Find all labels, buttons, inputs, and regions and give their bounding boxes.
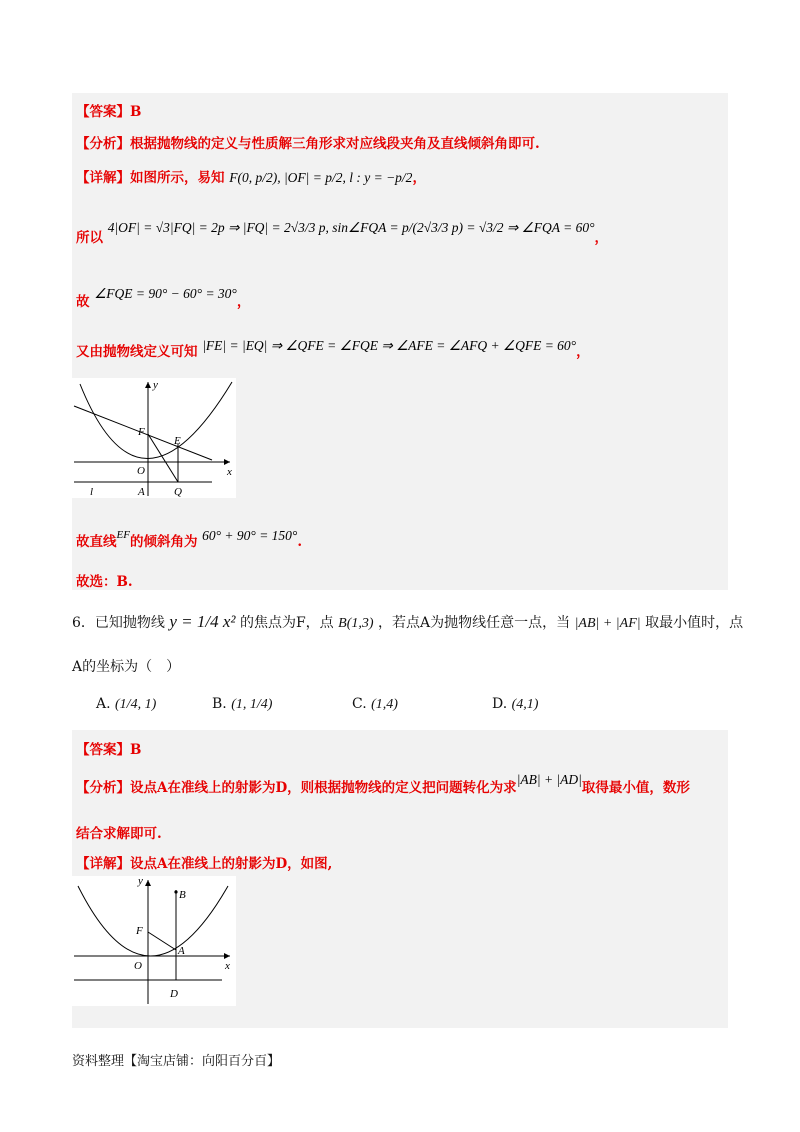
q5-detail-label: 【详解】如图所示，易知 (76, 170, 225, 186)
q6-stem-func: y = 1/4 x² (169, 612, 236, 631)
q6-x-arrow-icon (224, 953, 230, 959)
q6-label-b: B (179, 889, 186, 901)
q6-label-d: D (170, 988, 178, 1000)
q5-figure-svg (72, 378, 236, 498)
q6-option-c (352, 696, 398, 713)
q6-analysis-part1: 【分析】设点A在准线上的射影为D，则根据抛物线的定义把问题转化为求 (76, 780, 517, 796)
q5-therefore-math: ∠FQE = 90° − 60° = 30° (94, 286, 237, 301)
q6-stem-part3: ，若点A为抛物线任意一点，当 (377, 615, 571, 631)
q5-line-label-ef: EF (116, 529, 130, 541)
q6-figure-svg (72, 876, 236, 1006)
q6-analysis-line2: 结合求解即可. (76, 826, 162, 842)
q6-stem-point: B(1,3) (338, 616, 374, 631)
q6-label-f: F (136, 925, 143, 937)
q6-option-b-value: (1, 1/4) (231, 697, 273, 712)
q5-line-label-post: 的倾斜角为 (129, 534, 198, 550)
q5-analysis: 【分析】根据抛物线的定义与性质解三角形求对应线段夹角及直线倾斜角即可. (76, 136, 540, 152)
q5-therefore: 故 ∠FQE = 90° − 60° = 30°， (76, 286, 251, 310)
q6-option-d (492, 696, 538, 713)
q5-figure (72, 378, 236, 498)
q5-also-label: 又由抛物线定义可知 (76, 344, 198, 360)
q6-stem-part2: 的焦点为F，点 (239, 615, 334, 631)
q6-answer: 【答案】B (76, 742, 142, 758)
q5-line-label-pre: 故直线 (76, 534, 117, 550)
q6-detail: 【详解】设点A在准线上的射影为D，如图, (76, 856, 333, 872)
q5-label-l: l (90, 486, 94, 498)
q6-label-a: A (178, 945, 185, 957)
q6-option-d-letter: D. (492, 696, 508, 712)
q6-parabola (78, 886, 228, 956)
q5-also-math: |FE| = |EQ| ⇒ ∠QFE = ∠FQE ⇒ ∠AFE = ∠AFQ + ∠QFE = 60° (202, 338, 577, 353)
q6-option-a-value: (1/4, 1) (115, 697, 157, 712)
q5-label-e: E (174, 435, 181, 447)
q6-option-a-letter: A. (96, 696, 111, 712)
q6-option-a (96, 696, 156, 713)
q6-option-b (212, 696, 272, 713)
q6-stem-line1 (72, 612, 743, 632)
q5-select: 故选：B. (76, 574, 133, 590)
q5-line-math: 60° + 90° = 150° (202, 528, 298, 543)
q5-detail-math: F(0, p/2), |OF| = p/2, l : y = −p/2 (229, 170, 413, 185)
q5-so-math: 4|OF| = √3|FQ| = 2p ⇒ |FQ| = 2√3/3 p, sin∠FQA = p/(2√3/3 p) = √3/2 ⇒ ∠FQA = 60° (107, 220, 595, 235)
q6-y-arrow-icon (145, 880, 151, 886)
q6-point-b (174, 890, 177, 893)
q5-label-f: F (138, 426, 145, 438)
q6-segment-fa (148, 932, 176, 950)
q6-stem-part4: 取最小值时，点 (645, 615, 744, 631)
q5-label-y: y (153, 379, 158, 391)
q5-y-arrow-icon (145, 382, 151, 388)
q6-analysis-part2: 取得最小值，数形 (581, 780, 690, 796)
q5-answer: 【答案】B (76, 104, 142, 120)
q6-analysis (76, 772, 690, 796)
q6-option-c-letter: C. (352, 696, 367, 712)
q6-option-d-value: (4,1) (511, 697, 539, 712)
q6-analysis-math: |AB| + |AD| (516, 772, 582, 787)
q5-so-label: 所以 (76, 230, 103, 246)
q6-option-b-letter: B. (212, 696, 227, 712)
q6-stem-line2: A的坐标为（ ） (72, 659, 181, 675)
q6-figure (72, 876, 236, 1006)
q5-label-a: A (138, 486, 145, 498)
q6-stem-expr: |AB| + |AF| (574, 616, 641, 631)
q5-also: 又由抛物线定义可知 |FE| = |EQ| ⇒ ∠QFE = ∠FQE ⇒ ∠AFE = ∠AFQ + ∠QFE = 60°， (76, 338, 590, 360)
q5-x-arrow-icon (224, 459, 230, 465)
q5-therefore-label: 故 (76, 294, 90, 310)
q5-line-angle: 故直线$^{EF}$的倾斜角为 60° + 90° = 150°. (76, 528, 303, 550)
q6-label-o: O (134, 960, 142, 972)
footer: 资料整理【淘宝店铺：向阳百分百】 (72, 1054, 281, 1069)
q5-label-x: x (227, 466, 232, 478)
q6-label-y: y (138, 876, 143, 887)
q5-detail: 【详解】如图所示，易知 F(0, p/2), |OF| = p/2, l : y = −p/2， (76, 170, 426, 186)
q6-stem-part1: 6．已知抛物线 (72, 615, 165, 631)
q6-label-x: x (225, 960, 230, 972)
q5-so: 所以 4|OF| = √3|FQ| = 2p ⇒ |FQ| = 2√3/3 p, sin∠FQA = p/(2√3/3 p) = √3/2 ⇒ ∠FQA = 60°， (76, 220, 608, 246)
q5-label-o: O (137, 465, 145, 477)
q5-label-q: Q (174, 486, 182, 498)
q6-option-c-value: (1,4) (371, 697, 398, 712)
